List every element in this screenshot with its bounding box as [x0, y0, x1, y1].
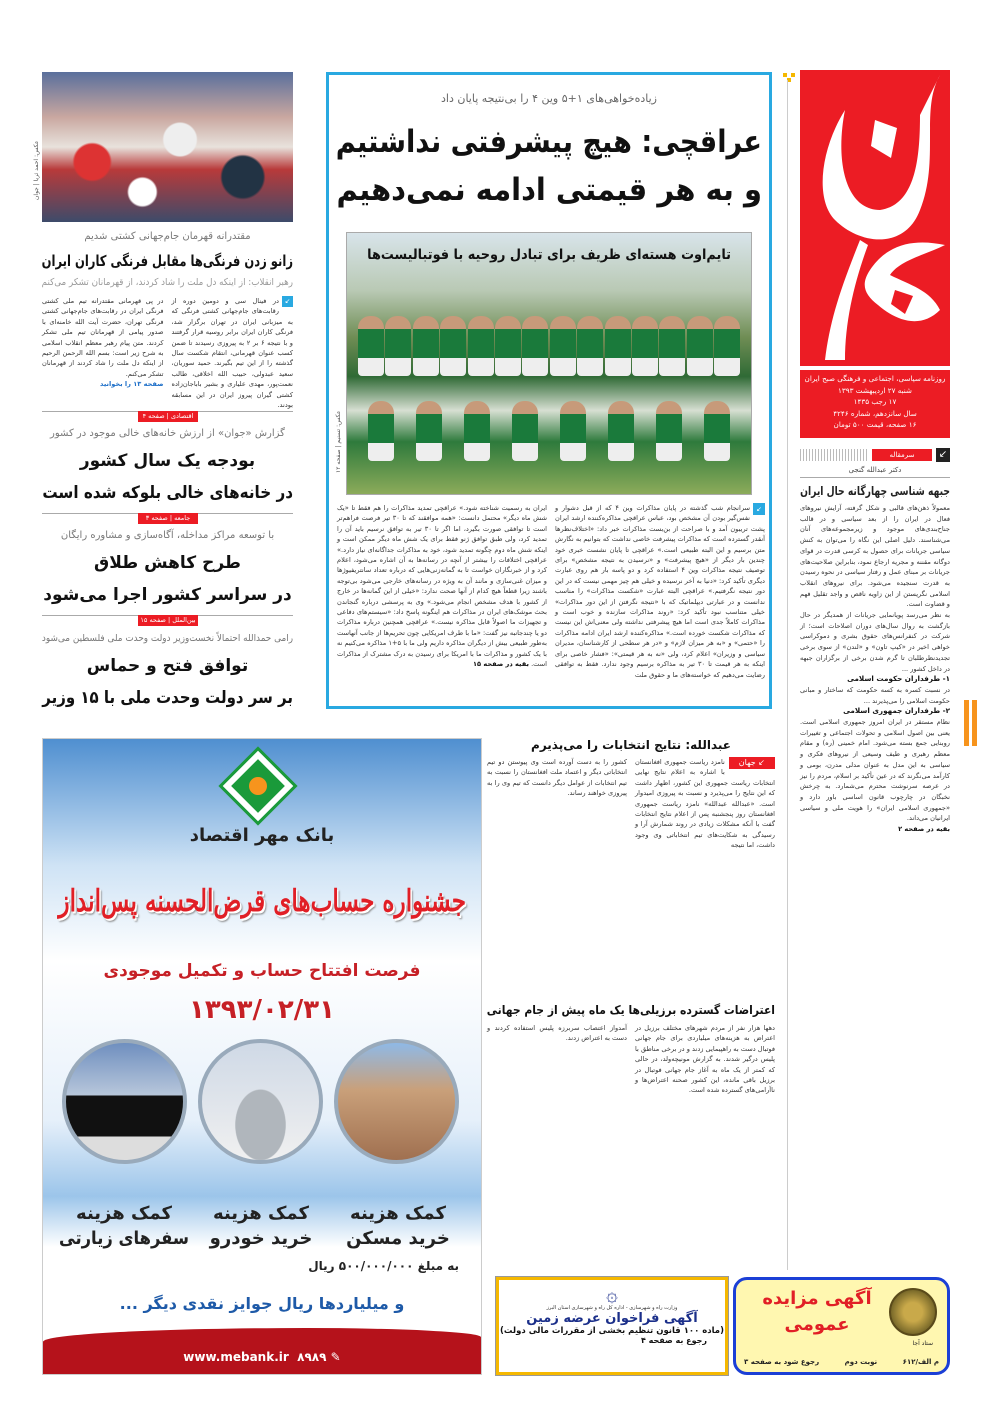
- column: [337, 503, 547, 703]
- wrestling-body: [42, 296, 293, 410]
- section-text: جهان: [738, 758, 756, 767]
- lead-kicker: زیاده‌خواهی‌های ۱+۵ وین ۴ را بی‌نتیجه پایان داد: [441, 92, 657, 105]
- lead-body: [337, 503, 765, 703]
- ad-title: جشنواره حساب‌های قرض‌الحسنه پس‌انداز: [58, 884, 466, 919]
- army-seal-icon: [889, 1288, 937, 1336]
- paragraph: در نسبت کسره به کسه حکومت که ساختار و مبانی حکومت اسلامی را می‌پذیرند ...: [800, 685, 950, 705]
- issue-info: [800, 370, 950, 438]
- teaser-headline[interactable]: [42, 547, 293, 611]
- bank-name: بانک مهر اقتصاد: [189, 825, 335, 846]
- ad-extra: و میلیاردها ریال جوایز نقدی دیگر ...: [119, 1294, 405, 1313]
- ad-code: م الف/۶۱۲: [902, 1358, 939, 1366]
- afghan-body: [487, 757, 775, 990]
- ad-title: آگهی فراخوان عرضه زمین: [526, 1311, 698, 1326]
- paragraph: به نظر می‌رسد پویانمایی جریانات از همدیگر در حال بازگشت به روال سال‌های دوران اصلاحات است؛ از شرکت در کنفرانس‌های حقوق بشری و دموکراسی خواهی اخیر در «کیپ تاون» و «لندن» از سوی برخی تجدیدنظرطلبان تا گرم شدن برخی از برگزاران جبهه در داخل کشور ...: [800, 611, 950, 673]
- ad-subtitle: فرصت افتتاح حساب و تکمیل موجودی: [103, 961, 421, 981]
- wrestling-celebration-photo: [42, 72, 293, 222]
- paragraph: نظام مستقر در ایران امروز جمهوری اسلامی است. یعنی بین اصول اسلامی و تحولات اجتماعی و تغییرات روبنایی جمع بسته می‌شود. امام خمینی (ره) و مقام معظم رهبری و طیف وسیعی از نیروهای فکری و سیاسی به این مدل به عنوان مدلی مدرن، بومی و کارآمد می‌نگرند که در عین تأکید بر اسلام، مردم را نیز در عرصه سرنوشت محترم می‌شمارد. به چرخش نخبگان در چارچوب قانون اساسی باور دارد و «جمهوری اسلامی ایران» را هویت ملی و سیاسی ایرانیان می‌داند.: [800, 718, 950, 823]
- prize-line: کمک هزینه: [350, 1203, 446, 1224]
- pen-icon: ✎: [330, 1350, 341, 1364]
- teaser-headline[interactable]: [42, 650, 293, 714]
- editorial-author: دکتر عبدالله گنجی: [800, 466, 950, 478]
- land-offer-ad[interactable]: [496, 1277, 728, 1375]
- headline-line: در خانه‌های خالی بلوکه شده است: [42, 483, 293, 503]
- prize-amount: به مبلغ ۵۰۰/۰۰۰/۰۰۰ ریال: [308, 1259, 459, 1273]
- prize-housing: [333, 1201, 463, 1251]
- title-line: عمومی: [784, 1314, 850, 1335]
- prize-line: خرید خودرو: [209, 1228, 313, 1249]
- arrow-icon: ↙: [282, 296, 293, 307]
- iran-emblem-icon: ۞: [606, 1282, 618, 1306]
- editorial-body: [800, 503, 950, 1255]
- continued-link[interactable]: بقیه در صفحه ۲: [898, 825, 950, 834]
- players-figures: [357, 303, 741, 473]
- headline-line: بودجه یک سال کشور: [79, 451, 256, 471]
- subhead: ۲- طرفداران جمهوری اسلامی: [843, 706, 950, 716]
- column: [487, 757, 627, 990]
- ad-org: ستاد آجا: [912, 1340, 933, 1347]
- arrow-icon: ↙: [936, 448, 950, 462]
- ad-ref: رجوع به صفحه ۴: [640, 1336, 707, 1345]
- info-line: شنبه ۲۷ اردیبهشت ۱۳۹۳: [838, 385, 912, 395]
- bank-advertisement[interactable]: [42, 738, 482, 1375]
- editorial-section-header: [800, 448, 950, 462]
- teaser-kicker: رامی حمدالله احتمالاً نخست‌وزیر دولت وحدت ملی فلسطین می‌شود: [41, 633, 293, 644]
- divider: [800, 449, 868, 461]
- section-tag: جامعه | صفحه ۳: [138, 513, 198, 524]
- section-tag: اقتصادی | صفحه ۴: [138, 411, 198, 422]
- section-tag: بین‌الملل | صفحه ۱۵: [138, 615, 198, 626]
- column-text: نامزد ریاست جمهوری افغانستان با اشاره به اعلام نتایج نهایی انتخابات ریاست جمهوری این کشور، اظهار داشت که این نتایج را می‌پذیرد و نسبت به پیروزی امیدوار است. «عبدالله عبدالله» نامزد ریاست جمهوری افغانستان روز پنجشنبه پس از اعلام نتایج انتخابات گفت با آنکه مشکلات زیادی در روند شمارش آرا و رسیدگی به شکایت‌های تیم انتخاباتی وی وجود داشت، اما نتیجه: [635, 758, 775, 850]
- column-text: آمدواز اعتصاب سربرزه پلیس استفاده کردند و دست به اعتراض زدند.: [487, 1024, 627, 1043]
- wrestling-subhead: رهبر انقلاب: از اینکه دل ملت را شاد کردند، از قهرمانان تشکر می‌کنم: [41, 277, 294, 288]
- editorial-title[interactable]: جبهه شناسی چهارگانه حال ایران: [800, 484, 950, 498]
- prize-line: سفرهای زیارتی: [58, 1228, 189, 1249]
- info-line: ۱۷ رجب ۱۴۳۵: [853, 397, 897, 406]
- info-line: روزنامه سیاسی، اجتماعی و فرهنگی صبح ایران: [804, 374, 946, 383]
- teaser-society[interactable]: [138, 513, 198, 524]
- bank-logo-icon: [223, 751, 294, 822]
- continued-link[interactable]: بقیه در صفحه ۱۵: [473, 660, 529, 669]
- ad-url[interactable]: www.mebank.ir: [183, 1350, 289, 1364]
- column-text: سرانجام شب گذشته در پایان مذاکرات وین ۴ که از قبل دشوار و نفس‌گیر بودن آن مشخص بود، عباس عراقچی مذاکره‌کننده ارشد ایران پشت تریبون آمد و با صراحت از بن‌بست مذاکرات خبر داد: «اختلاف‌نظرها آنقدر گسترده است که مذاکرات پیشرفت خاصی نداشت که بتوانیم به نگارش متن برسیم و این البته طبیعی است.» عراقچی تا پایان نشست خبری خود چندین بار دیگر از «هیچ پیشرفت» و «نرسیدن به نتیجه مشخص» برای توصیف نتیجه مذاکرات وین ۴ استفاده کرد و دو پاسه بار هم روی عبارت دیگری تأکید کرد: «دنیا به آخر نرسیده و خیلی هم چیز مهمی نیست که در این دور نتیجه نگرفتیم.» عراقچی البته عبارت «شکست مذاکرات» را مناسب ندانست و در عبارتی دیپلماتیک که با «نتیجه نگرفتن از این دور مذاکرات» خیلی متناسب نبود تأکید کرد: «روند مذاکرات سازنده و خوب است و مذاکرات کاملاً جدی است اما هیچ پیشرفتی نداشته ولی معنی‌اش این نیست که مذاکرات شکست خورده است.» مذاکره‌کننده ارشد ایران ادامه مذاکرات را «حتمی» و «به هر میزان لازم» و «در هر سطحی از کارشناسان، مدیران سیاسی و وزیران» اعلام کرد، ولی «نه به هر قیمتی»: «فشار خاصی برای اینکه به هر قیمت تا ۳۰ تیر به مذاکره برسیم وجود ندارد. فقط به توافقی رضایت می‌دهیم که خواسته‌های ما و حقوق ملت: [555, 504, 766, 679]
- info-line: سال سانزدهم، شماره ۴۲۴۶: [833, 408, 917, 418]
- headline-line: توافق فتح و حماس: [86, 656, 249, 676]
- ad-org: وزارت راه و شهرسازی - اداره کل راه و شهرسازی استان البرز: [546, 1305, 678, 1311]
- column: [42, 296, 164, 401]
- teaser-headline[interactable]: [42, 445, 293, 509]
- headline-line: بر سر دولت وحدت ملی با ۱۵ وزیر: [42, 688, 293, 708]
- ad-ref: رجوع شود به صفحه ۳: [744, 1358, 820, 1366]
- masthead-logo: [800, 70, 950, 366]
- afghan-headline[interactable]: عبدالله: نتایج انتخابات را می‌پذیرم: [531, 738, 731, 752]
- headline-line: در سراسر کشور اجرا می‌شود: [43, 585, 292, 605]
- kaaba-image: [62, 1039, 187, 1164]
- section-label: سرمقاله: [872, 449, 932, 461]
- ad-date: ۱۳۹۳/۰۲/۳۱: [189, 995, 335, 1025]
- prize-line: کمک هزینه: [213, 1203, 309, 1224]
- column: [635, 757, 775, 990]
- headline-line: عراقچی: هیچ پیشرفتی نداشتیم: [335, 124, 762, 160]
- column-divider: [787, 80, 788, 1270]
- subhead: ۱- طرفداران حکومت اسلامی: [847, 674, 950, 684]
- column: [171, 296, 294, 410]
- photo-credit: عکس: تسنیم | صفحه ۱۲: [335, 410, 342, 473]
- teaser-kicker: با توسعه مراکز مداخله، آگاه‌سازی و مشاوره رایگان: [60, 530, 275, 541]
- brazil-headline[interactable]: اعتراضات گسترده برزیلی‌ها یک ماه پیش از جام جهانی: [486, 1003, 775, 1017]
- prize-car: [196, 1201, 326, 1251]
- column: [635, 1023, 775, 1255]
- column-text: دهها هزار نفر از مردم شهرهای مختلف برزیل در اعتراض به هزینه‌های میلیاردی برای جام جهانی فوتبال دست به راهپیمایی زدند و در برخی مناطق با پلیس درگیر شدند. به گزارش مونیچه‌ولد، در حالی که کمتر از یک ماه به آغاز جام جهانی فوتبال در برزیل باقی مانده، این کشور صحنه اعتراض‌ها و ناآرامی‌های گسترده شده است.: [635, 1024, 775, 1095]
- auction-ad[interactable]: [733, 1277, 950, 1375]
- title-line: آگهی مزایده: [762, 1288, 872, 1309]
- wrestling-kicker: مقتدرانه قهرمان جام‌جهانی کشتی شدیم: [84, 231, 251, 242]
- accent-bars: [957, 700, 977, 746]
- building-image: [334, 1039, 459, 1164]
- team-photo: [346, 232, 752, 495]
- column-text: در پی قهرمانی مقتدرانه تیم ملی کشتی فرنگی ایران در رقابت‌های جام‌جهانی کشتی فرنگی تهران، حضرت آیت الله خامنه‌ای با صدور پیامی از قهرمانان تیم ملی تشکر کردند. متن پیام رهبر معظم انقلاب اسلامی به شرح زیر است: بسم الله الرحمن الرحیم از اینکه دل ملت را شاد کردند از قهرمانان تشکر می‌کنم.: [42, 297, 164, 378]
- section-label: [729, 757, 775, 769]
- column-text: کشور را به دست آورده است وی پیوستن دو تیم انتخاباتی دیگر و اعتماد ملت افغانستان را نسبت به تیم انتخابات از عوامل دیگر دانست که تیم وی را به پیروزی خواهند رساند.: [487, 758, 627, 798]
- prize-line: خرید مسکن: [346, 1228, 450, 1249]
- photo-caption: تایم‌اوت هسته‌ای ظریف برای تبادل روحیه با فوتبالیست‌ها: [367, 247, 731, 263]
- arrow-icon: ↙: [753, 503, 765, 515]
- brazil-body: [487, 1023, 775, 1255]
- paragraph: معمولاً ذهن‌های قالبی و شکل گرفته، آرایش نیروهای فعال در ایران را از بعد سیاسی و در قالب جناح‌بندی‌های موجود و زیرمجموعه‌های آنان می‌شناسند. دلیل اصلی این نگاه را می‌توان به کنش سیاسی جریانات برای حصول به کرسی قدرت در قوای دوگانه مقننه و مجریه ارجاع نمود، بنابراین صلاحیت‌های جریانات بر مبنای عمل و رفتار سیاسی در نحوه رسیدن به قدرت سنجیده می‌شود. برای نیروهای انقلاب اسلامی نگریستن از این زاویه ناقص و واجد تقلیل فهم و قضاوت است.: [800, 504, 950, 609]
- arrow-icon: ↙: [758, 758, 765, 767]
- teaser-kicker: گزارش «جوان» از ارزش خانه‌های خالی موجود در کشور: [50, 428, 285, 439]
- ad-footer: [744, 1358, 939, 1366]
- ad-round: نوبت دوم: [844, 1358, 878, 1366]
- teaser-economy[interactable]: [138, 411, 198, 422]
- ad-subtitle: (ماده ۱۰۰ قانون تنظیم بخشی از مقررات مالی دولت): [500, 1326, 724, 1336]
- car-image: [198, 1039, 323, 1164]
- ad-phone: ۸۹۸۹: [297, 1350, 327, 1364]
- lead-headline[interactable]: [336, 118, 762, 214]
- wrestling-headline[interactable]: زانو زدن فرنگی‌ها مقابل فرنگی کاران ایران: [41, 252, 293, 270]
- column-text: ایران به رسمیت شناخته شود.» عراقچی تمدید مذاکرات را هم فقط تا «یک شش ماه دیگر» محتمل دانست: «همه موافقند که تا ۳۰ تیر فرصت فراهم‌تر است تا توافقی صورت بگیرد، اما اگر تا ۳۰ تیر به توافق نرسیم باید آن را تمدید کرد، ولی طبق توافق ژنو فقط برای یک شش ماه دیگر ممکن است و اینکه شش ماه دوم چگونه تمدید شود، خود به مذاکرات جداگانه‌ای نیاز دارد.» عراقچی اختلافات را بیشتر از آنچه در رسانه‌ها به آن اشاره می‌شود، اعلام کرد و از خبرنگاران خواست تا به گمانه‌زنی‌هایی که درباره تعداد سانتریفیوژها و میزان غنی‌سازی و مانند آن به ویژه در رسانه‌های خارجی می‌شود بی‌توجه باشند زیرا قطعاً هیچ کدام از آنها صحت ندارد: «خیلی از این گمانه‌ها در خارج از کشور با هدف مشخص انجام می‌شود.» وی به پرسشی درباره گنجاندن بحث موشک‌های ایران در مذاکرات هم اینگونه پاسخ داد: «سیستم‌های دفاعی و تجهیزات ما اصولاً قابل مذاکره نیست.» عراقچی همچنین درباره مذاکرات دو یا چندجانبه نیز گفت: «ما با طرف امریکایی چون تحریم‌ها از جانب آنهاست به‌طور طبیعی بیش از دیگران مذاکره داریم ولی ما با ۵+۱ مذاکره می‌کنیم نه با یک کشور و مذاکرات ما با امریکا برای رسیدن به درک مشترک از مذاکرات است.: [337, 504, 548, 669]
- photo-credit: عکس: احمد ثریا | جوان: [33, 140, 40, 200]
- ad-title: [757, 1286, 877, 1338]
- ad-contact: [43, 1350, 481, 1364]
- prize-line: کمک هزینه: [76, 1203, 172, 1224]
- teaser-international[interactable]: [138, 615, 198, 626]
- column-text: در فینال سی و دومین دوره از رقابت‌های جام‌جهانی کشتی فرنگی که به میزبانی ایران در تهران برگزار شد، فرنگی کاران ایران برابر روسیه قرار گرفتند و با نتیجه ۶ بر ۲ به پیروزی رسیدند تا ضمن کسب عنوان قهرمانی، انتقام شکست سال گذشته را از این تیم بگیرند. حمید سوریان، سعید عبدولی، حبیب الله اخلاقی، طالب نعمت‌پور، مهدی علیاری و بشیر باباجان‌زاده کشتی گیران پیروز ایران در این مسابقه بودند.: [171, 297, 293, 410]
- info-line: ۱۶ صفحه، قیمت ۵۰۰ تومان: [833, 420, 917, 429]
- headline-line: طرح کاهش طلاق: [94, 553, 241, 573]
- more-link[interactable]: صفحه ۱۳ را بخوانید: [100, 380, 164, 389]
- headline-line: و به هر قیمتی ادامه نمی‌دهیم: [336, 172, 762, 208]
- corner-mark-icon: [783, 68, 795, 78]
- prize-pilgrimage: [59, 1201, 189, 1251]
- column: [487, 1023, 627, 1255]
- column: [555, 503, 765, 703]
